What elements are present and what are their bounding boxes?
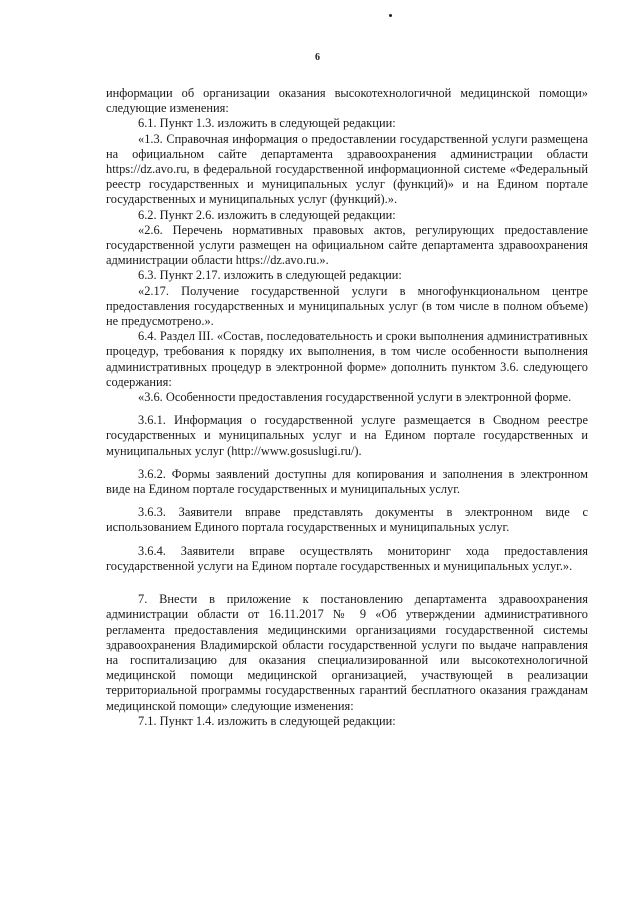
paragraph-6-1: 6.1. Пункт 1.3. изложить в следующей редакции: [138, 116, 396, 131]
paragraph-3-6-2: 3.6.2. Формы заявлений доступны для копирования и заполнения в электронном виде на Едином портале государственных и муниципальных услуг. [106, 466, 588, 497]
paragraph-6-3: 6.3. Пункт 2.17. изложить в следующей редакции: [138, 268, 402, 283]
paragraph-6-2: 6.2. Пункт 2.6. изложить в следующей редакции: [138, 207, 396, 222]
paragraph-3-6-3: 3.6.3. Заявители вправе представлять документы в электронном виде с использованием Единого портала государственных и муниципальных услуг. [106, 505, 588, 535]
document-body [106, 86, 588, 729]
paragraph-2-6-text: «2.6. Перечень нормативных правовых актов, регулирующих предоставление государственной услуги размещен на официальном сайте департамента здравоохранения администрации области https://dz.avo.ru.». [106, 222, 588, 268]
page-number: 6 [315, 52, 320, 63]
paragraph-6-4: 6.4. Раздел III. «Состав, последовательность и сроки выполнения административных процедур, требования к порядку их выполнения, в том числе особенности выполнения административных процедур в электронной форме» дополнить пунктом 3.6. следующего содержания: [106, 329, 588, 389]
paragraph-7: 7. Внести в приложение к постановлению департамента здравоохранения администрации области от 16.11.2017 № 9 «Об утверждении административного регламента предоставления медицинскими организациями государственной системы здравоохранения Владимирской области государственной услуги по выдаче направления на госпитализацию для оказания специализированной или высокотехнологичной медицинской помощи медицинской организацией, участвующей в реализации территориальной программы государственных гарантий бесплатного оказания гражданам медицинской помощи» следующие изменения: [106, 592, 588, 713]
paragraph-3-6-4: 3.6.4. Заявители вправе осуществлять мониторинг хода предоставления государственной услуги на Едином портале государственных и муниципальных услуг.». [106, 543, 588, 573]
paragraph-2-17-text: «2.17. Получение государственной услуги в многофункциональном центре предоставления государственных и муниципальных услуг (в том числе в полном объеме) не предусмотрено.». [106, 283, 588, 329]
paragraph-3-6-text: «3.6. Особенности предоставления государственной услуги в электронной форме. [138, 390, 572, 405]
scan-dot-mark [389, 14, 392, 17]
paragraph-1-3-text: «1.3. Справочная информация о предоставлении государственной услуги размещена на официальном сайте департамента здравоохранения администрации области https://dz.avo.ru, в федеральной государственной информационной системе «Федеральный реестр государственных и муниципальных услуг (функций)» и на Едином портале государственных и муниципальных услуг (функций).». [106, 131, 588, 207]
paragraph-intro: информации об организации оказания высокотехнологичной медицинской помощи» следующие изменения: [106, 86, 588, 116]
paragraph-3-6-1: 3.6.1. Информация о государственной услуге размещается в Сводном реестре государственных и муниципальных услуг и на Едином портале государственных и муниципальных услуг (http://www.gosuslugi.ru/). [106, 413, 588, 458]
paragraph-7-1: 7.1. Пункт 1.4. изложить в следующей редакции: [138, 713, 396, 728]
